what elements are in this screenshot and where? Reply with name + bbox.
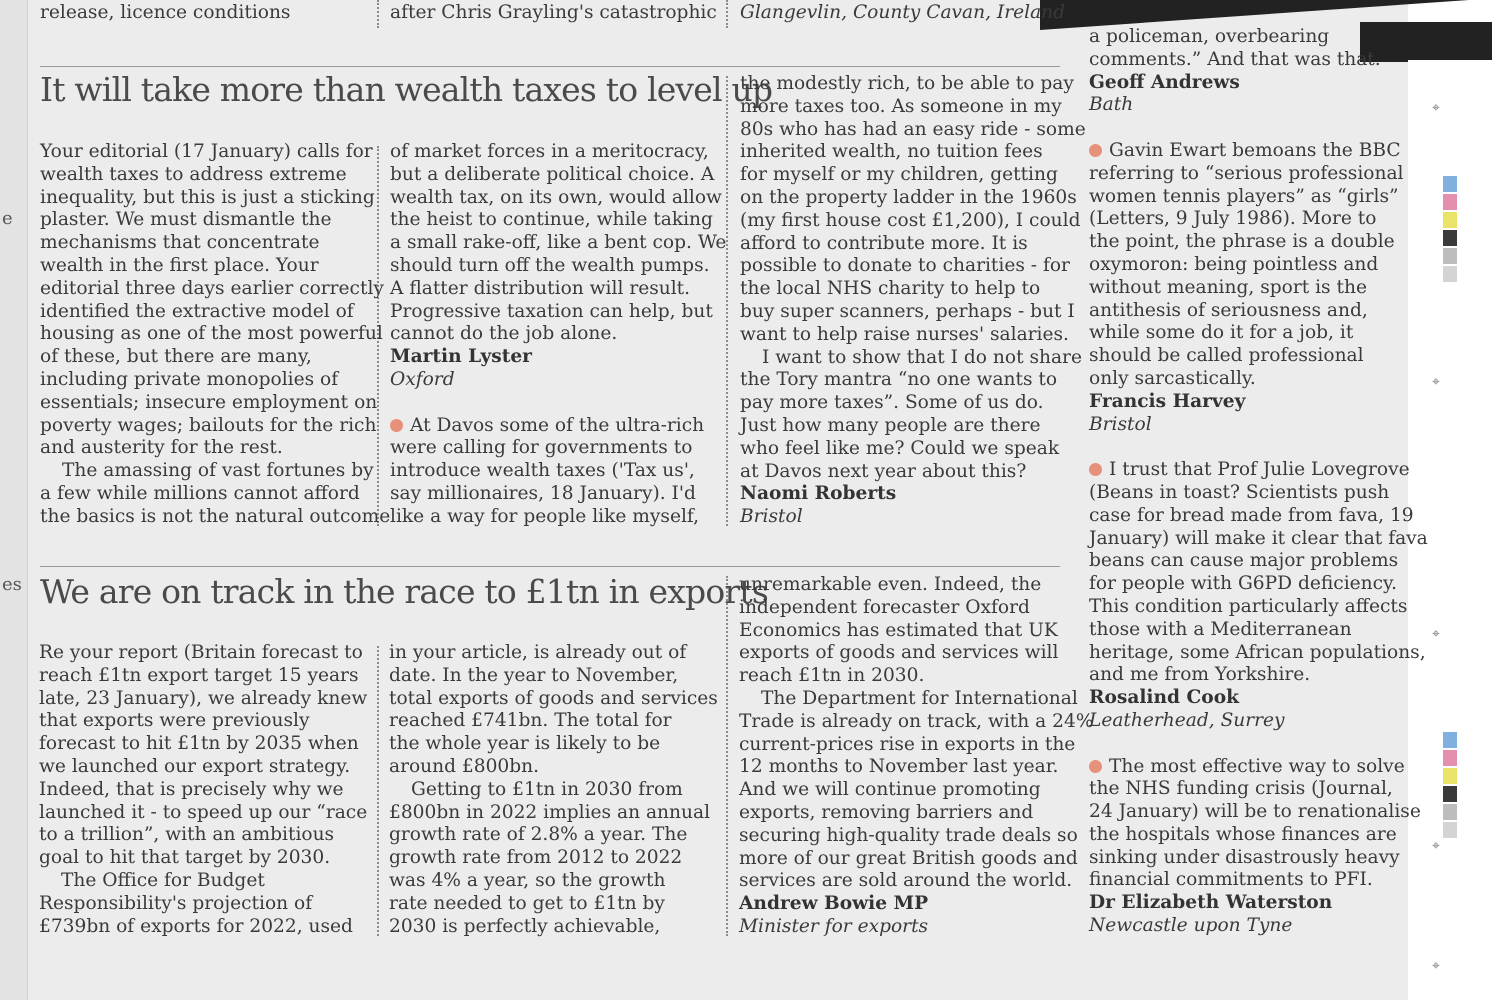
body-line: £739bn of exports for 2022, used: [39, 915, 353, 937]
body-line: that exports were previously: [39, 710, 310, 732]
registration-mark-icon: ⌖: [1432, 626, 1440, 642]
body-line: editorial three days earlier correctly: [40, 277, 384, 299]
body-line: rate needed to get to £1tn by: [389, 892, 665, 914]
body-line: of market forces in a meritocracy,: [390, 141, 709, 162]
body-line: for myself or my children, getting: [740, 164, 1058, 186]
body-line: reach £1tn export target 15 years: [39, 664, 359, 686]
body-line: And we will continue promoting: [739, 779, 1041, 801]
letter-signature: Martin Lyster: [390, 346, 532, 368]
body-line: Responsibility's projection of: [39, 892, 313, 914]
body-line: introduce wealth taxes ('Tax us',: [390, 460, 695, 482]
body-line: launched it - to speed up our “race: [39, 801, 368, 823]
letter-signature: Naomi Roberts: [740, 483, 897, 505]
body-line: essentials; insecure employment on: [40, 391, 378, 413]
body-line: cannot do the job alone.: [390, 323, 618, 345]
body-line: A flatter distribution will result.: [390, 277, 691, 299]
body-line: The amassing of vast fortunes by: [62, 460, 374, 482]
body-line: Trade is already on track, with a 24%: [739, 710, 1094, 732]
color-swatch: [1443, 768, 1457, 784]
article-headline: It will take more than wealth taxes to level up: [40, 70, 773, 109]
color-swatch: [1443, 194, 1457, 210]
body-line: afford to contribute more. It is: [740, 232, 1028, 254]
body-line: was 4% a year, so the growth: [389, 869, 666, 891]
prev-article-fragment: Glangevlin, County Cavan, Ireland: [740, 2, 1066, 23]
body-line: buy super scanners, perhaps - but I: [740, 300, 1075, 322]
body-line: those with a Mediterranean: [1089, 618, 1352, 640]
body-line: Just how many people are there: [740, 414, 1041, 436]
body-line: and me from Yorkshire.: [1089, 664, 1311, 686]
body-line: unremarkable even. Indeed, the: [739, 574, 1042, 595]
body-line: mechanisms that concentrate: [40, 232, 320, 254]
letter-location: Oxford: [390, 368, 455, 390]
body-line: should turn off the wealth pumps.: [390, 254, 710, 276]
letter-location: Leatherhead, Surrey: [1089, 709, 1285, 731]
color-swatch: [1443, 804, 1457, 820]
body-line: £800bn in 2022 implies an annual: [389, 801, 711, 823]
body-line: want to help raise nurses' salaries.: [740, 323, 1069, 345]
body-line: 24 January) will be to renationalise: [1089, 801, 1421, 823]
body-line: Economics has estimated that UK: [739, 619, 1058, 641]
color-swatch: [1443, 266, 1457, 282]
body-line: only sarcastically.: [1089, 367, 1256, 389]
body-line: exports, removing barriers and: [739, 801, 1034, 823]
body-line: sinking under disastrously heavy: [1089, 846, 1400, 868]
letters-column: [1089, 26, 1428, 938]
body-line: referring to “serious professional: [1089, 162, 1404, 184]
body-line: [1089, 459, 1428, 482]
letter-signature: Andrew Bowie MP: [739, 893, 929, 915]
body-line: [390, 415, 726, 438]
body-line: Progressive taxation can help, but: [390, 300, 713, 322]
body-line: heritage, some African populations,: [1089, 641, 1426, 663]
body-line: 80s who has had an easy ride - some: [740, 118, 1086, 140]
body-line: securing high-quality trade deals so: [739, 824, 1078, 846]
body-line: reached £741bn. The total for: [389, 710, 672, 732]
letter-signature: Francis Harvey: [1089, 390, 1246, 412]
article-column: [390, 141, 726, 529]
body-line: of these, but there are many,: [40, 346, 312, 368]
body-line: wealth tax, on its own, would allow: [390, 186, 722, 208]
body-line: growth rate from 2012 to 2022: [389, 847, 683, 869]
body-line: the modestly rich, to be able to pay: [740, 73, 1074, 94]
article-column: [40, 141, 390, 529]
color-swatch: [1443, 212, 1457, 228]
body-line: the local NHS charity to help to: [740, 278, 1041, 300]
letter-bullet-icon: [390, 419, 403, 432]
body-line: should be called professional: [1089, 345, 1364, 367]
body-line: more taxes too. As someone in my: [740, 95, 1062, 117]
body-line: (Letters, 9 July 1986). More to: [1089, 208, 1377, 230]
letter-signature: Dr Elizabeth Waterston: [1089, 892, 1333, 914]
section-rule: [40, 566, 1060, 567]
letter-location: Bristol: [740, 506, 803, 528]
registration-mark-icon: ⌖: [1432, 838, 1440, 854]
body-line: the Tory mantra “no one wants to: [740, 369, 1058, 391]
body-line: but a deliberate political choice. A: [390, 163, 715, 185]
column-divider: [377, 0, 379, 28]
color-swatch: [1443, 230, 1457, 246]
color-swatch: [1443, 786, 1457, 802]
column-divider: [726, 576, 728, 936]
color-swatch: [1443, 248, 1457, 264]
edge-letter: e: [2, 208, 13, 229]
body-line: services are sold around the world.: [739, 870, 1073, 892]
body-line: a policeman, overbearing: [1089, 26, 1330, 47]
color-swatch: [1443, 822, 1457, 838]
body-line: This condition particularly affects: [1089, 595, 1408, 617]
body-line: poverty wages; bailouts for the rich: [40, 414, 377, 436]
body-line: the heist to continue, while taking: [390, 209, 713, 231]
body-line: 2030 is perfectly achievable,: [389, 915, 661, 937]
edge-letter: es: [2, 574, 22, 595]
body-line: total exports of goods and services: [389, 687, 718, 709]
body-line: around £800bn.: [389, 755, 540, 777]
letter-signature: Geoff Andrews: [1089, 71, 1240, 93]
body-line: Getting to £1tn in 2030 from: [411, 778, 683, 800]
article-column: [39, 642, 367, 938]
body-line: to a trillion”, with an ambitious: [39, 824, 335, 846]
body-line: for people with G6PD deficiency.: [1089, 573, 1397, 595]
adjacent-page-edge: [0, 0, 28, 1000]
body-line: including private monopolies of: [40, 368, 339, 390]
letter-location: Newcastle upon Tyne: [1089, 915, 1293, 937]
body-line: Indeed, that is precisely why we: [39, 778, 344, 800]
body-line: wealth taxes to address extreme: [40, 163, 347, 185]
body-line: while some do it for a job, it: [1089, 322, 1354, 344]
color-swatch: [1443, 750, 1457, 766]
body-line: pay more taxes”. Some of us do.: [740, 392, 1044, 414]
body-line: case for bread made from fava, 19: [1089, 504, 1414, 526]
body-line: oxymoron: being pointless and: [1089, 253, 1379, 275]
letter-location: Bath: [1089, 94, 1134, 116]
article-column: [739, 574, 1094, 939]
section-rule: [40, 66, 1060, 67]
article-column: [740, 73, 1086, 529]
body-line: (Beans in toast? Scientists push: [1089, 481, 1390, 503]
body-line: who feel like me? Could we speak: [740, 437, 1060, 459]
body-line: I want to show that I do not share: [762, 346, 1082, 368]
body-line: The Department for International: [761, 687, 1078, 709]
article-headline: We are on track in the race to £1tn in exports: [40, 572, 769, 611]
body-line: [1089, 140, 1428, 163]
body-line: (my first house cost £1,200), I could: [740, 209, 1081, 231]
letter-bullet-icon: [1089, 144, 1102, 157]
body-line: exports of goods and services will: [739, 642, 1059, 664]
registration-mark-icon: ⌖: [1432, 958, 1440, 974]
body-line: current-prices rise in exports in the: [739, 733, 1076, 755]
body-line: [1089, 756, 1428, 779]
body-line: at Davos next year about this?: [740, 460, 1027, 482]
body-line: wealth in the first place. Your: [40, 254, 319, 276]
letter-bullet-icon: [1089, 760, 1102, 773]
body-line: plaster. We must dismantle the: [40, 209, 332, 231]
body-line: late, 23 January), we already knew: [39, 687, 368, 709]
body-line: the basics is not the natural outcome: [40, 505, 391, 527]
body-line: possible to donate to charities - for: [740, 255, 1070, 277]
body-line: inequality, but this is just a sticking: [40, 186, 375, 208]
body-line: like a way for people like myself,: [390, 505, 700, 527]
body-line: housing as one of the most powerful: [40, 323, 383, 345]
body-line: the hospitals whose finances are: [1089, 823, 1397, 845]
letter-location: Bristol: [1089, 413, 1152, 435]
body-line-text: I trust that Prof Julie Lovegrove: [1109, 459, 1410, 481]
body-line: The Office for Budget: [61, 869, 265, 891]
body-line: beans can cause major problems: [1089, 550, 1399, 572]
body-line: and austerity for the rest.: [40, 437, 283, 459]
color-swatch: [1443, 176, 1457, 192]
column-divider: [726, 0, 728, 28]
body-line: growth rate of 2.8% a year. The: [389, 824, 688, 846]
body-line: without meaning, sport is the: [1089, 276, 1367, 298]
body-line: on the property ladder in the 1960s: [740, 186, 1077, 208]
body-line-text: At Davos some of the ultra-rich: [410, 414, 705, 436]
body-line: 12 months to November last year.: [739, 756, 1059, 778]
prev-article-fragment: release, licence conditions: [40, 2, 291, 23]
color-swatch: [1443, 732, 1457, 748]
letter-bullet-icon: [1089, 463, 1102, 476]
body-line: the whole year is likely to be: [389, 733, 661, 755]
registration-mark-icon: ⌖: [1432, 374, 1440, 390]
body-line: we launched our export strategy.: [39, 755, 351, 777]
body-line: the point, the phrase is a double: [1089, 231, 1395, 253]
letter-location: Minister for exports: [739, 915, 929, 937]
body-line: inherited wealth, no tuition fees: [740, 141, 1043, 163]
body-line: in your article, is already out of: [389, 642, 687, 663]
body-line: identified the extractive model of: [40, 300, 354, 322]
body-line: were calling for governments to: [390, 437, 693, 459]
body-line: goal to hit that target by 2030.: [39, 847, 331, 869]
body-line: antithesis of seriousness and,: [1089, 299, 1368, 321]
body-line: forecast to hit £1tn by 2035 when: [39, 733, 359, 755]
body-line: more of our great British goods and: [739, 847, 1078, 869]
body-line: Re your report (Britain forecast to: [39, 642, 363, 663]
article-column: [389, 642, 718, 938]
body-line: reach £1tn in 2030.: [739, 665, 925, 687]
body-line-text: Gavin Ewart bemoans the BBC: [1109, 139, 1401, 161]
letter-signature: Rosalind Cook: [1089, 687, 1239, 709]
body-line: comments.” And that was that.: [1089, 48, 1381, 70]
body-line: independent forecaster Oxford: [739, 596, 1030, 618]
column-divider: [377, 646, 379, 936]
prev-article-fragment: after Chris Grayling's catastrophic: [390, 2, 717, 23]
body-line: say millionaires, 18 January). I'd: [390, 482, 696, 504]
body-line-text: The most effective way to solve: [1109, 755, 1405, 777]
body-line: January) will make it clear that fava: [1089, 527, 1428, 549]
body-line: the NHS funding crisis (Journal,: [1089, 778, 1393, 800]
registration-mark-icon: ⌖: [1432, 100, 1440, 116]
body-line: women tennis players” as “girls”: [1089, 185, 1399, 207]
body-line: a small rake-off, like a bent cop. We: [390, 232, 727, 254]
body-line: financial commitments to PFI.: [1089, 869, 1373, 891]
body-line: date. In the year to November,: [389, 664, 679, 686]
body-line: a few while millions cannot afford: [40, 482, 360, 504]
body-line: Your editorial (17 January) calls for: [40, 141, 373, 162]
